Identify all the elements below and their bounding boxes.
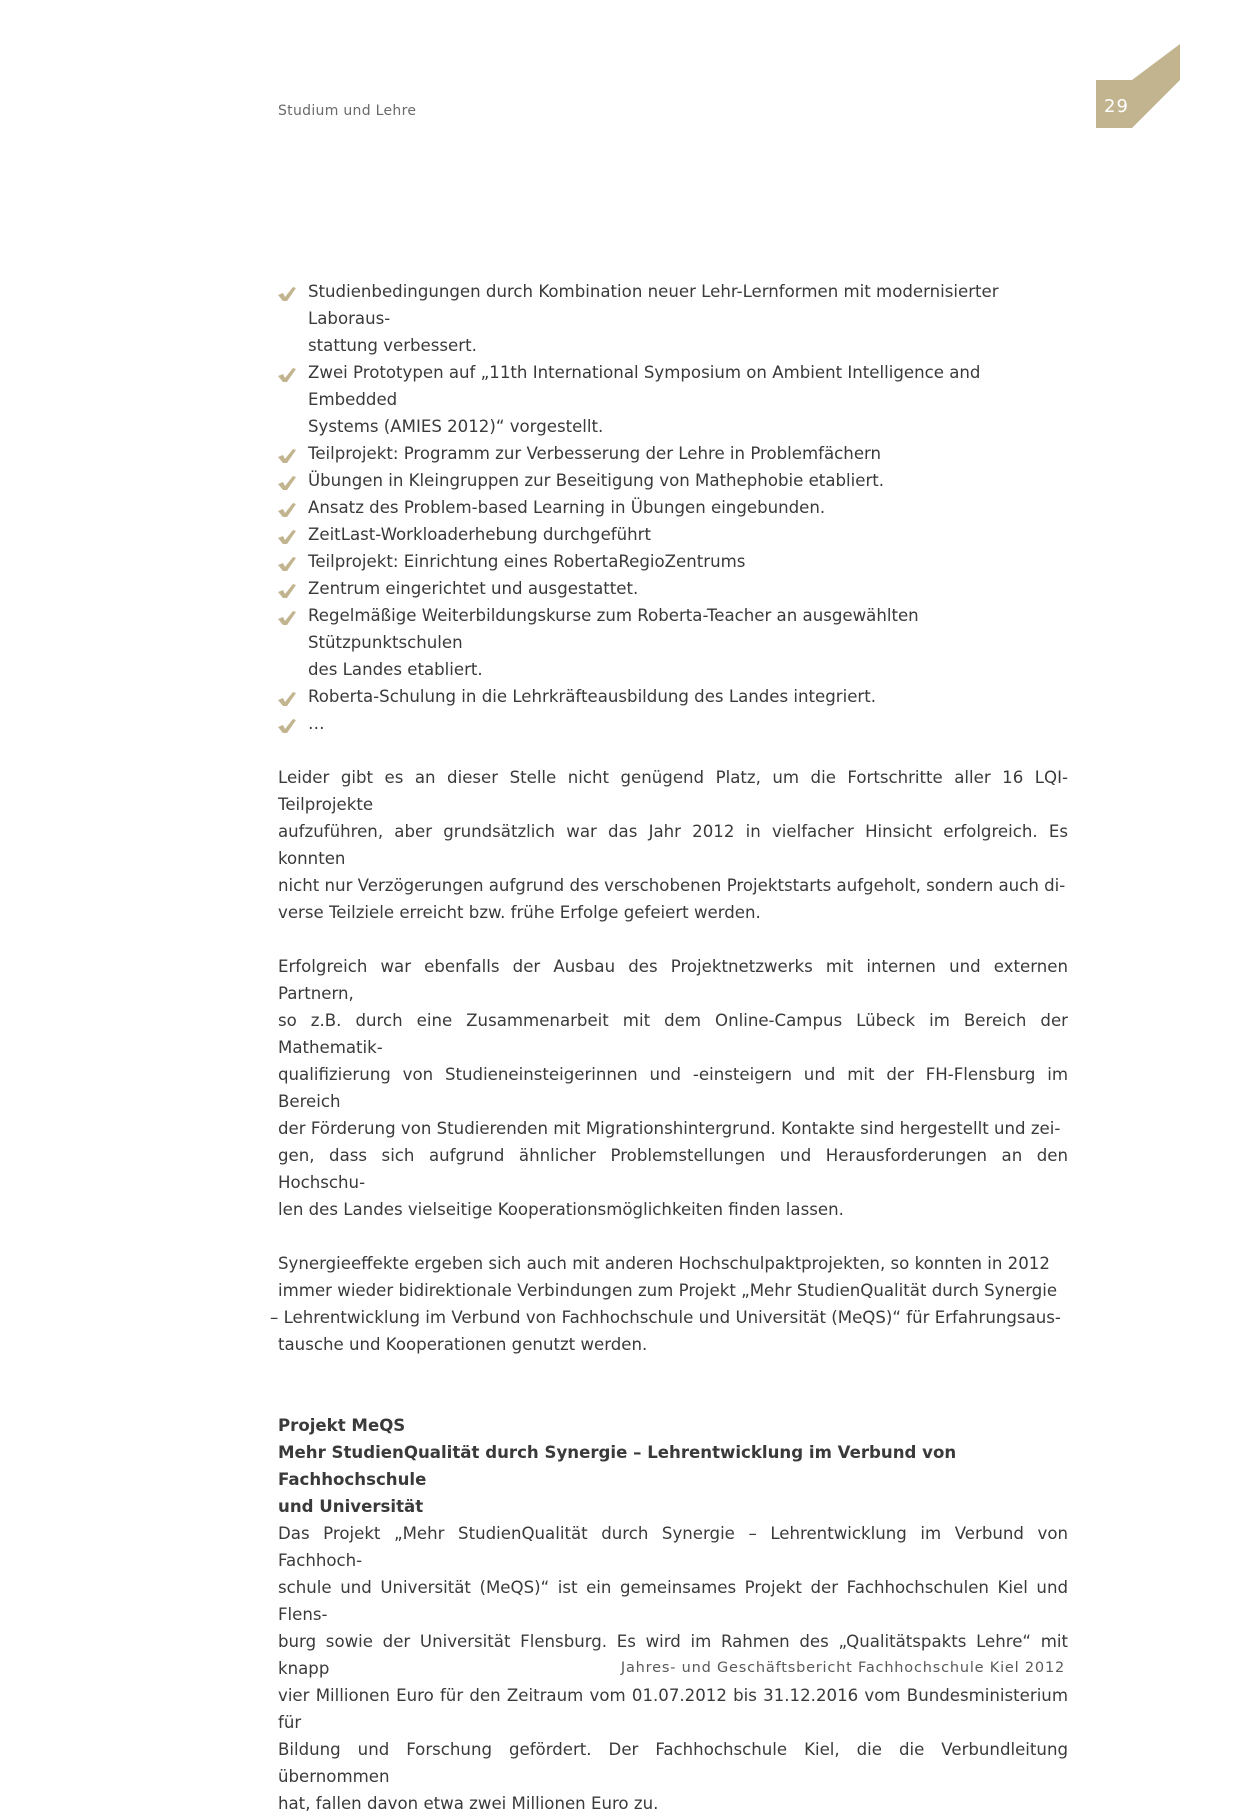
list-item — [278, 359, 1068, 440]
paragraph-line: Leider gibt es an dieser Stelle nicht genügend Platz, um die Fortschritte aller 16 LQI-Teilprojekte — [278, 768, 1068, 814]
section-subheading: Mehr StudienQualität durch Synergie – Lehrentwicklung im Verbund von Fachhochschule — [278, 1443, 957, 1489]
section-heading: Projekt MeQS — [278, 1416, 406, 1435]
paragraph-line: nicht nur Verzögerungen aufgrund des verschobenen Projektstarts aufgeholt, sondern auch di- — [278, 876, 1066, 895]
list-item — [278, 278, 1068, 359]
checkmark-icon — [278, 526, 296, 542]
list-item-text: Studienbedingungen durch Kombination neuer Lehr-Lernformen mit modernisierter Laboraus- — [308, 282, 999, 328]
checkmark-icon — [278, 445, 296, 461]
checkmark-icon — [278, 607, 296, 623]
paragraph-line: Erfolgreich war ebenfalls der Ausbau des Projektnetzwerks mit internen und externen Partnern, — [278, 957, 1068, 1003]
list-item-text: stattung verbessert. — [308, 336, 477, 355]
checkmark-icon — [278, 553, 296, 569]
checkmark-icon — [278, 472, 296, 488]
list-item — [278, 548, 1068, 575]
paragraph-line: gen, dass sich aufgrund ähnlicher Problemstellungen und Herausforderungen an den Hochschu- — [278, 1146, 1068, 1192]
main-content — [270, 278, 1068, 1817]
list-item-text: Zwei Prototypen auf „11th International Symposium on Ambient Intelligence and Embedded — [308, 363, 981, 409]
checkmark-icon — [278, 580, 296, 596]
list-item — [278, 575, 1068, 602]
paragraph-line: vier Millionen Euro für den Zeitraum vom 01.07.2012 bis 31.12.2016 vom Bundesministerium für — [278, 1686, 1068, 1732]
checkmark-icon — [278, 688, 296, 704]
section-subheading: und Universität — [278, 1497, 424, 1516]
paragraph-line: – Lehrentwicklung im Verbund von Fachhochschule und Universität (MeQS)“ für Erfahrungsaus- — [270, 1308, 1061, 1327]
paragraph-line: immer wieder bidirektionale Verbindungen zum Projekt „Mehr StudienQualität durch Synergie — [278, 1281, 1058, 1300]
paragraph-line: der Förderung von Studierenden mit Migrationshintergrund. Kontakte sind hergestellt und zei- — [278, 1119, 1061, 1138]
paragraph-line: Das Projekt „Mehr StudienQualität durch Synergie – Lehrentwicklung im Verbund von Fachhoch- — [278, 1524, 1068, 1570]
paragraph-line: burg sowie der Universität Flensburg. Es wird im Rahmen des „Qualitätspakts Lehre“ mit knapp — [278, 1632, 1068, 1678]
paragraph-line: len des Landes vielseitige Kooperationsmöglichkeiten finden lassen. — [278, 1200, 844, 1219]
list-item — [278, 467, 1068, 494]
paragraph-line: hat, fallen davon etwa zwei Millionen Euro zu. — [278, 1794, 659, 1813]
project-meqs-section — [278, 1412, 1068, 1817]
list-item-text: … — [308, 714, 325, 733]
paragraph-network — [278, 953, 1068, 1223]
paragraph-line: Bildung und Forschung gefördert. Der Fachhochschule Kiel, die die Verbundleitung übernommen — [278, 1740, 1068, 1786]
checkmark-icon — [278, 715, 296, 731]
list-item — [278, 494, 1068, 521]
list-item — [278, 521, 1068, 548]
paragraph-line: verse Teilziele erreicht bzw. frühe Erfolge gefeiert werden. — [278, 903, 761, 922]
list-item — [278, 710, 1068, 737]
paragraph-line: Synergieeffekte ergeben sich auch mit anderen Hochschulpaktprojekten, so konnten in 2012 — [278, 1254, 1050, 1273]
achievement-list — [278, 278, 1068, 737]
paragraph-synergy — [270, 1250, 1068, 1358]
checkmark-icon — [278, 283, 296, 299]
list-item — [278, 440, 1068, 467]
list-item-text: Systems (AMIES 2012)“ vorgestellt. — [308, 417, 604, 436]
paragraph-line: qualifizierung von Studieneinsteigerinnen und -einsteigern und mit der FH-Flensburg im Bereich — [278, 1065, 1068, 1111]
list-item-text: Teilprojekt: Einrichtung eines RobertaRegioZentrums — [308, 552, 746, 571]
checkmark-icon — [278, 499, 296, 515]
page-footer: Jahres- und Geschäftsbericht Fachhochschule Kiel 2012 — [620, 1660, 1065, 1676]
list-item-text: Roberta-Schulung in die Lehrkräfteausbildung des Landes integriert. — [308, 687, 877, 706]
checkmark-icon — [278, 364, 296, 380]
paragraph-line: aufzuführen, aber grundsätzlich war das Jahr 2012 in vielfacher Hinsicht erfolgreich. Es konnten — [278, 822, 1068, 868]
list-item-text: ZeitLast-Workloaderhebung durchgeführt — [308, 525, 651, 544]
list-item-text: des Landes etabliert. — [308, 660, 483, 679]
list-item — [278, 602, 1068, 683]
list-item-text: Zentrum eingerichtet und ausgestattet. — [308, 579, 639, 598]
list-item-text: Teilprojekt: Programm zur Verbesserung der Lehre in Problemfächern — [308, 444, 882, 463]
list-item — [278, 683, 1068, 710]
list-item-text: Übungen in Kleingruppen zur Beseitigung von Mathephobie etabliert. — [308, 471, 885, 490]
page-number: 29 — [1104, 96, 1129, 117]
running-head: Studium und Lehre — [278, 103, 417, 119]
paragraph-line: schule und Universität (MeQS)“ ist ein gemeinsames Projekt der Fachhochschulen Kiel und Flens- — [278, 1578, 1068, 1624]
paragraph-line: tausche und Kooperationen genutzt werden. — [278, 1335, 648, 1354]
paragraph-line: so z.B. durch eine Zusammenarbeit mit dem Online-Campus Lübeck im Bereich der Mathematik- — [278, 1011, 1068, 1057]
paragraph-progress — [278, 764, 1068, 926]
list-item-text: Regelmäßige Weiterbildungskurse zum Roberta-Teacher an ausgewählten Stützpunktschulen — [308, 606, 919, 652]
list-item-text: Ansatz des Problem-based Learning in Übungen eingebunden. — [308, 498, 826, 517]
